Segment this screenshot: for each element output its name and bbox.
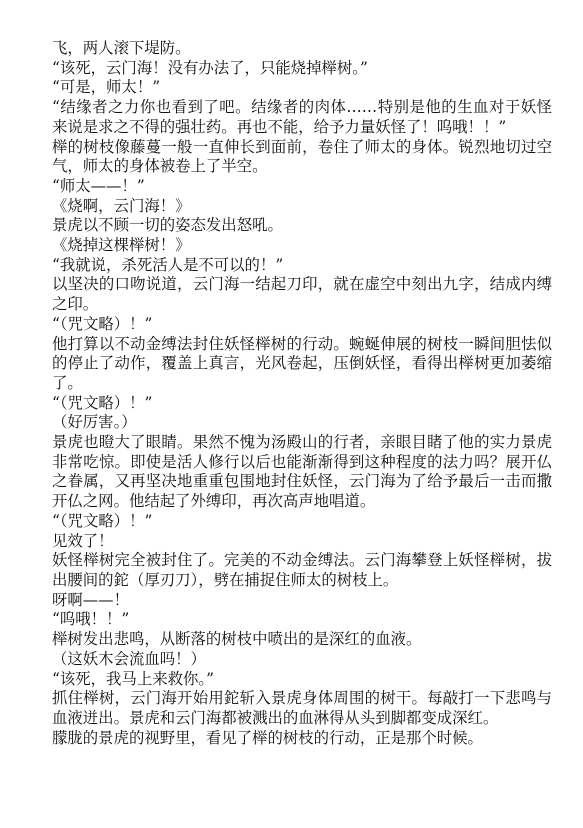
paragraph: 他打算以不动金缚法封住妖怪榉树的行动。蜿蜒伸展的树枝一瞬间胆怯似的停止了动作，覆盖上真言，光风卷起，压倒妖怪，看得出榉树更加萎缩了。 <box>52 334 552 392</box>
dialogue-line: “师太——！” <box>52 176 145 195</box>
paragraph: （好厉害。） <box>52 413 137 432</box>
dialogue-line: 《烧啊，云门海！》 <box>52 196 191 215</box>
paragraph: 见效了！ <box>52 531 114 550</box>
paragraph: 景虎也瞪大了眼睛。果然不愧为汤殿山的行者，亲眼目睹了他的实力景虎非常吃惊。即使是活人修行以后也能渐渐得到这种程度的法力吗？展开仏之眷属，又再坚决地重重包围地封住妖怪，云门海为了给予最后一击而撒开仏之网。他结起了外缚印，再次高声地唱道。 <box>52 433 552 511</box>
dialogue-line: “该死，我马上来救你。” <box>52 669 214 688</box>
dialogue-line: “（咒文略）！” <box>52 314 153 333</box>
paragraph: 妖怪榉树完全被封住了。完美的不动金缚法。云门海攀登上妖怪榉树，拔出腰间的鉈（厚刃刀），劈在捕捉住师太的树枝上。 <box>52 551 552 589</box>
paragraph: （这妖木会流血吗！） <box>52 649 206 668</box>
dialogue-line: 《烧掉这棵榉树！》 <box>52 236 191 255</box>
paragraph: 榉树发出悲鸣，从断落的树枝中喷出的是深红的血液。 <box>52 630 422 649</box>
document-page <box>52 39 552 748</box>
dialogue-line: “（咒文略）！” <box>52 511 153 530</box>
dialogue-line: “该死，云门海！没有办法了，只能烧掉榉树。” <box>52 58 368 77</box>
dialogue-line: “结缘者之力你也看到了吧。结缘者的肉体……特别是他的生血对于妖怪来说是求之不得的强壮药。再也不能，给予力量妖怪了！呜哦！！” <box>52 98 552 136</box>
paragraph: 榉的树枝像藤蔓一般一直伸长到面前，卷住了师太的身体。锐烈地切过空气，师太的身体被卷上了半空。 <box>52 137 552 176</box>
paragraph: 呀啊——！ <box>52 590 129 609</box>
dialogue-line: “我就说，杀死活人是不可以的！” <box>52 255 284 274</box>
paragraph: 抓住榉树，云门海开始用鉈斩入景虎身体周围的树干。每敲打一下悲鸣与血液迸出。景虎和云门海都被溅出的血淋得从头到脚都变成深红。 <box>52 689 552 727</box>
dialogue-line: “呜哦！！” <box>52 610 130 629</box>
dialogue-line: “（咒文略）！” <box>52 393 153 412</box>
paragraph: 以坚决的口吻说道，云门海一结起刀印，就在虚空中刻出九字，结成内缚之印。 <box>52 275 552 314</box>
paragraph: 景虎以不顾一切的姿态发出怒吼。 <box>52 216 283 235</box>
paragraph: 飞，两人滚下堤防。 <box>52 39 191 57</box>
paragraph: 朦胧的景虎的视野里，看见了榉的树枝的行动，正是那个时候。 <box>52 728 483 747</box>
dialogue-line: “可是，师太！” <box>52 78 161 97</box>
